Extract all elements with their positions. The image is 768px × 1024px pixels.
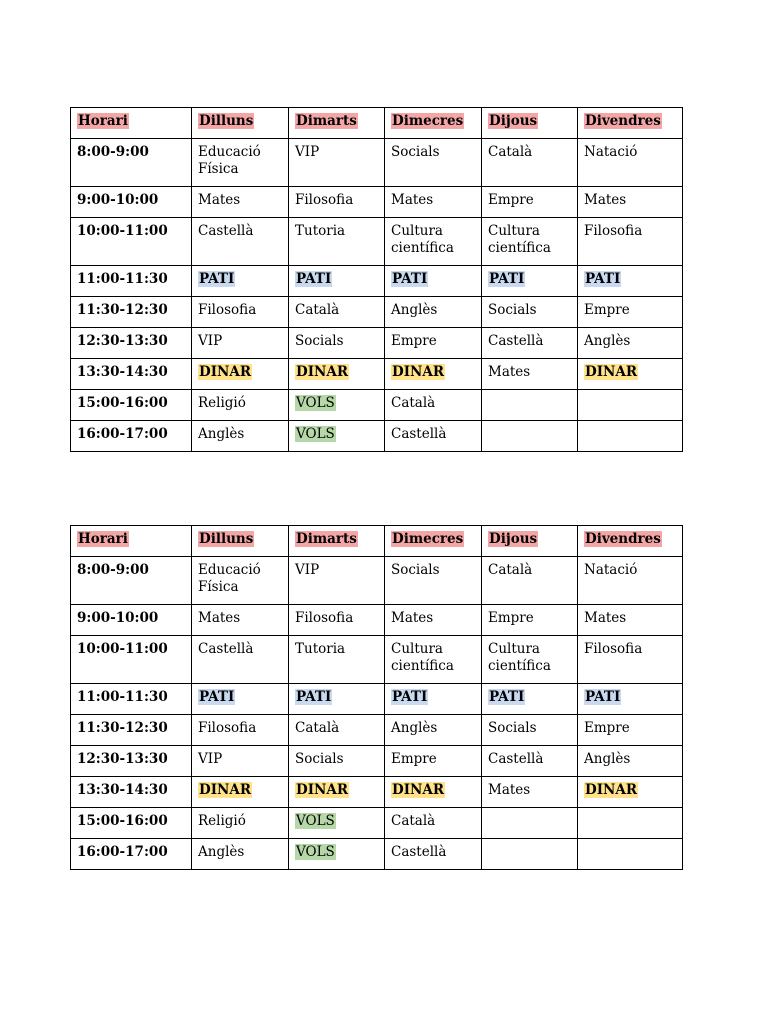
header-cell [71,108,192,139]
time-cell: 11:30-12:30 [71,715,192,746]
lunch-label: DINAR [585,782,638,798]
subject-cell: Castellà [482,328,578,359]
header-label: Dimarts [296,113,357,129]
time-cell: 15:00-16:00 [71,808,192,839]
time-cell: 9:00-10:00 [71,605,192,636]
table-row [71,684,683,715]
break-label: PATI [199,689,235,705]
subject-cell: Català [289,715,385,746]
subject-cell [385,777,482,808]
time-cell: 13:30-14:30 [71,777,192,808]
subject-cell [482,839,578,870]
subject-cell: Tutoria [289,636,385,684]
lunch-label: DINAR [392,782,445,798]
lunch-label: DINAR [585,364,638,380]
subject-cell: VIP [289,139,385,187]
time-cell: 9:00-10:00 [71,187,192,218]
subject-cell: Anglès [578,746,683,777]
table-row [71,187,683,218]
subject-cell: Català [482,139,578,187]
header-label: Horari [78,113,128,129]
subject-cell: Filosofia [578,636,683,684]
subject-cell: Cultura científica [482,218,578,266]
header-label: Dilluns [199,531,254,547]
vols-label: VOLS [296,426,335,442]
lunch-label: DINAR [296,782,349,798]
subject-cell: Mates [385,605,482,636]
subject-cell [578,359,683,390]
time-cell: 16:00-17:00 [71,839,192,870]
subject-cell: Castellà [192,218,289,266]
table-row [71,777,683,808]
subject-cell: Català [385,390,482,421]
subject-cell: Castellà [385,421,482,452]
subject-cell: Català [385,808,482,839]
subject-cell [578,839,683,870]
subject-cell [289,421,385,452]
subject-cell [289,390,385,421]
header-label: Dimecres [392,531,464,547]
time-cell: 12:30-13:30 [71,328,192,359]
subject-cell [482,684,578,715]
subject-cell: Anglès [385,297,482,328]
subject-cell: Castellà [482,746,578,777]
subject-cell: VIP [192,328,289,359]
subject-cell: Socials [385,557,482,605]
table-row [71,605,683,636]
subject-cell [192,266,289,297]
subject-cell: Castellà [385,839,482,870]
header-cell [385,108,482,139]
header-label: Dimecres [392,113,464,129]
subject-cell [289,266,385,297]
vols-label: VOLS [296,395,335,411]
subject-cell: Català [289,297,385,328]
subject-cell: Mates [578,605,683,636]
subject-cell [289,684,385,715]
time-cell: 8:00-9:00 [71,557,192,605]
subject-cell: Socials [385,139,482,187]
time-cell: 13:30-14:30 [71,359,192,390]
subject-cell: Religió [192,808,289,839]
subject-cell: Tutoria [289,218,385,266]
subject-cell: Socials [289,328,385,359]
subject-cell: Empre [578,297,683,328]
time-cell: 16:00-17:00 [71,421,192,452]
subject-cell: Religió [192,390,289,421]
time-cell: 10:00-11:00 [71,218,192,266]
subject-cell [289,808,385,839]
subject-cell: Socials [482,715,578,746]
subject-cell [482,266,578,297]
subject-cell: Mates [192,187,289,218]
header-cell [289,526,385,557]
header-row [71,526,683,557]
header-cell [578,108,683,139]
time-cell: 11:30-12:30 [71,297,192,328]
subject-cell: Anglès [192,839,289,870]
lunch-label: DINAR [199,364,252,380]
subject-cell [578,266,683,297]
break-label: PATI [296,689,332,705]
subject-cell [578,390,683,421]
subject-cell [482,808,578,839]
subject-cell: Filosofia [578,218,683,266]
table-row [71,218,683,266]
subject-cell [578,684,683,715]
header-label: Divendres [585,113,661,129]
header-cell [482,108,578,139]
table-row [71,557,683,605]
subject-cell: Filosofia [192,297,289,328]
timetable-1 [70,107,683,452]
subject-cell [578,808,683,839]
subject-cell: Natació [578,557,683,605]
table-row [71,839,683,870]
subject-cell: Filosofia [289,605,385,636]
subject-cell: Castellà [192,636,289,684]
subject-cell: Filosofia [192,715,289,746]
subject-cell: Cultura científica [482,636,578,684]
subject-cell: Empre [482,187,578,218]
time-cell: 15:00-16:00 [71,390,192,421]
subject-cell [289,777,385,808]
subject-cell: Empre [385,746,482,777]
table-row [71,328,683,359]
subject-cell: Filosofia [289,187,385,218]
subject-cell [385,266,482,297]
table-row [71,359,683,390]
header-cell [71,526,192,557]
subject-cell [482,390,578,421]
subject-cell [192,359,289,390]
break-label: PATI [199,271,235,287]
subject-cell [385,359,482,390]
subject-cell: Cultura científica [385,636,482,684]
header-cell [482,526,578,557]
subject-cell: Educació Física [192,139,289,187]
header-row [71,108,683,139]
subject-cell: Mates [385,187,482,218]
subject-cell [482,421,578,452]
subject-cell: Cultura científica [385,218,482,266]
table-row [71,421,683,452]
timetable-2 [70,525,683,870]
subject-cell: VIP [289,557,385,605]
subject-cell [578,777,683,808]
table-row [71,808,683,839]
subject-cell: Mates [578,187,683,218]
header-label: Dijous [489,531,538,547]
header-cell [289,108,385,139]
header-cell [578,526,683,557]
subject-cell [192,684,289,715]
subject-cell: Empre [482,605,578,636]
subject-cell [578,421,683,452]
header-label: Dijous [489,113,538,129]
header-label: Horari [78,531,128,547]
break-label: PATI [585,271,621,287]
time-cell: 8:00-9:00 [71,139,192,187]
table-row [71,266,683,297]
time-cell: 10:00-11:00 [71,636,192,684]
subject-cell [289,839,385,870]
lunch-label: DINAR [199,782,252,798]
break-label: PATI [392,689,428,705]
table-row [71,746,683,777]
subject-cell: Mates [482,777,578,808]
subject-cell: Empre [385,328,482,359]
subject-cell: Socials [289,746,385,777]
break-label: PATI [489,271,525,287]
subject-cell: Anglès [192,421,289,452]
time-cell: 11:00-11:30 [71,684,192,715]
header-label: Divendres [585,531,661,547]
table-row [71,636,683,684]
break-label: PATI [296,271,332,287]
header-cell [385,526,482,557]
vols-label: VOLS [296,844,335,860]
table-row [71,139,683,187]
lunch-label: DINAR [296,364,349,380]
subject-cell: Català [482,557,578,605]
subject-cell [192,777,289,808]
lunch-label: DINAR [392,364,445,380]
break-label: PATI [489,689,525,705]
subject-cell: Anglès [578,328,683,359]
subject-cell: VIP [192,746,289,777]
header-label: Dimarts [296,531,357,547]
subject-cell [385,684,482,715]
header-label: Dilluns [199,113,254,129]
subject-cell: Natació [578,139,683,187]
subject-cell: Empre [578,715,683,746]
table-row [71,715,683,746]
header-cell [192,526,289,557]
vols-label: VOLS [296,813,335,829]
break-label: PATI [585,689,621,705]
subject-cell: Mates [192,605,289,636]
table-row [71,390,683,421]
header-cell [192,108,289,139]
subject-cell: Anglès [385,715,482,746]
time-cell: 12:30-13:30 [71,746,192,777]
subject-cell [289,359,385,390]
subject-cell: Mates [482,359,578,390]
subject-cell: Socials [482,297,578,328]
subject-cell: Educació Física [192,557,289,605]
table-row [71,297,683,328]
break-label: PATI [392,271,428,287]
time-cell: 11:00-11:30 [71,266,192,297]
